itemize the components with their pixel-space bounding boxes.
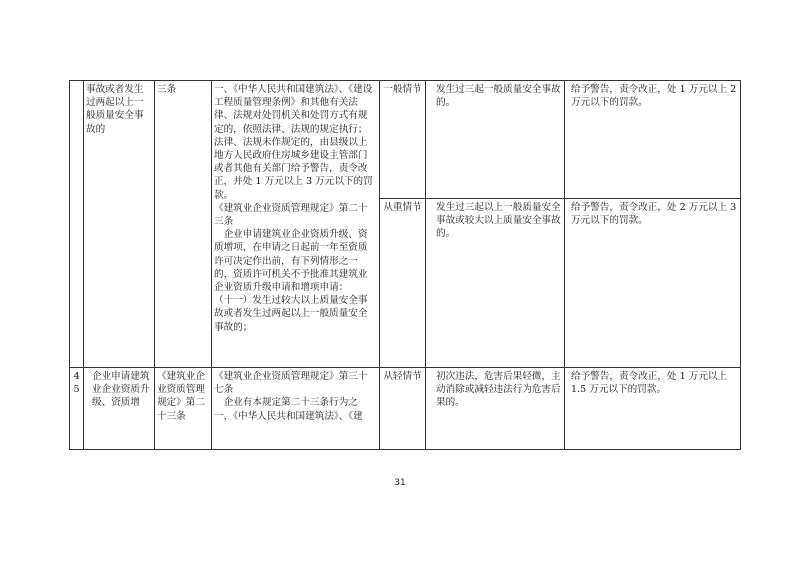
penalty-table <box>69 80 741 450</box>
violation-cell: 事故或者发生过两起以上一般质量安全事故的 <box>84 81 155 368</box>
violation-cell: 企业申请建筑业企业资质升级、资质增 <box>84 368 155 450</box>
provision-cell: 《建筑业企业资质管理规定》第三十七条 企业有本规定第二十三条行为之一，《中华人民共和国建筑法》、《建 <box>212 368 380 450</box>
severity-level-cell: 从重情节 <box>380 199 426 368</box>
circumstance-cell: 发生过三起一般质量安全事故的。 <box>426 81 565 199</box>
provision-cell: 一、《中华人民共和国建筑法》、《建设工程质量管理条例》和其他有关法律、法规对处罚机关和处罚方式有规定的，依照法律、法规的规定执行；法律、法规未作规定的，由县级以上地方人民政府住房城乡建设主管部门或者其他有关部门给予警告，责令改正，并处 1 万元以上 3 万元以下的罚款。 《建筑业企业资质管理规定》第二十三条 企业申请建筑业企业资质升级、资质增项，在申请之日起前一年至资质许可决定作出前，有下列情形之一的，资质许可机关不予批准其建筑业企业资质升级申请和增项申请： （十一）发生过较大以上质量安全事故或者发生过两起以上一般质量安全事故的； <box>212 81 380 368</box>
penalty-cell: 给予警告，责令改正，处 2 万元以上 3 万元以下的罚款。 <box>565 199 741 368</box>
legal-basis-cell: 三条 <box>155 81 212 368</box>
severity-level-cell: 一般情节 <box>380 81 426 199</box>
circumstance-cell: 发生过三起以上一般质量安全事故或较大以上质量安全事故的。 <box>426 199 565 368</box>
penalty-cell: 给予警告，责令改正，处 1 万元以上 1.5 万元以下的罚款。 <box>565 368 741 450</box>
penalty-cell: 给予警告，责令改正，处 1 万元以上 2 万元以下的罚款。 <box>565 81 741 199</box>
page-number: 31 <box>394 478 406 488</box>
legal-basis-cell: 《建筑业企业资质管理规定》第二十三条 <box>155 368 212 450</box>
table-row <box>70 368 741 450</box>
severity-level-cell: 从轻情节 <box>380 368 426 450</box>
table-row <box>70 81 741 199</box>
circumstance-cell: 初次违法，危害后果轻微，主动消除或减轻违法行为危害后果的。 <box>426 368 565 450</box>
row-number-cell <box>70 81 84 368</box>
row-number-cell: 45 <box>70 368 84 450</box>
